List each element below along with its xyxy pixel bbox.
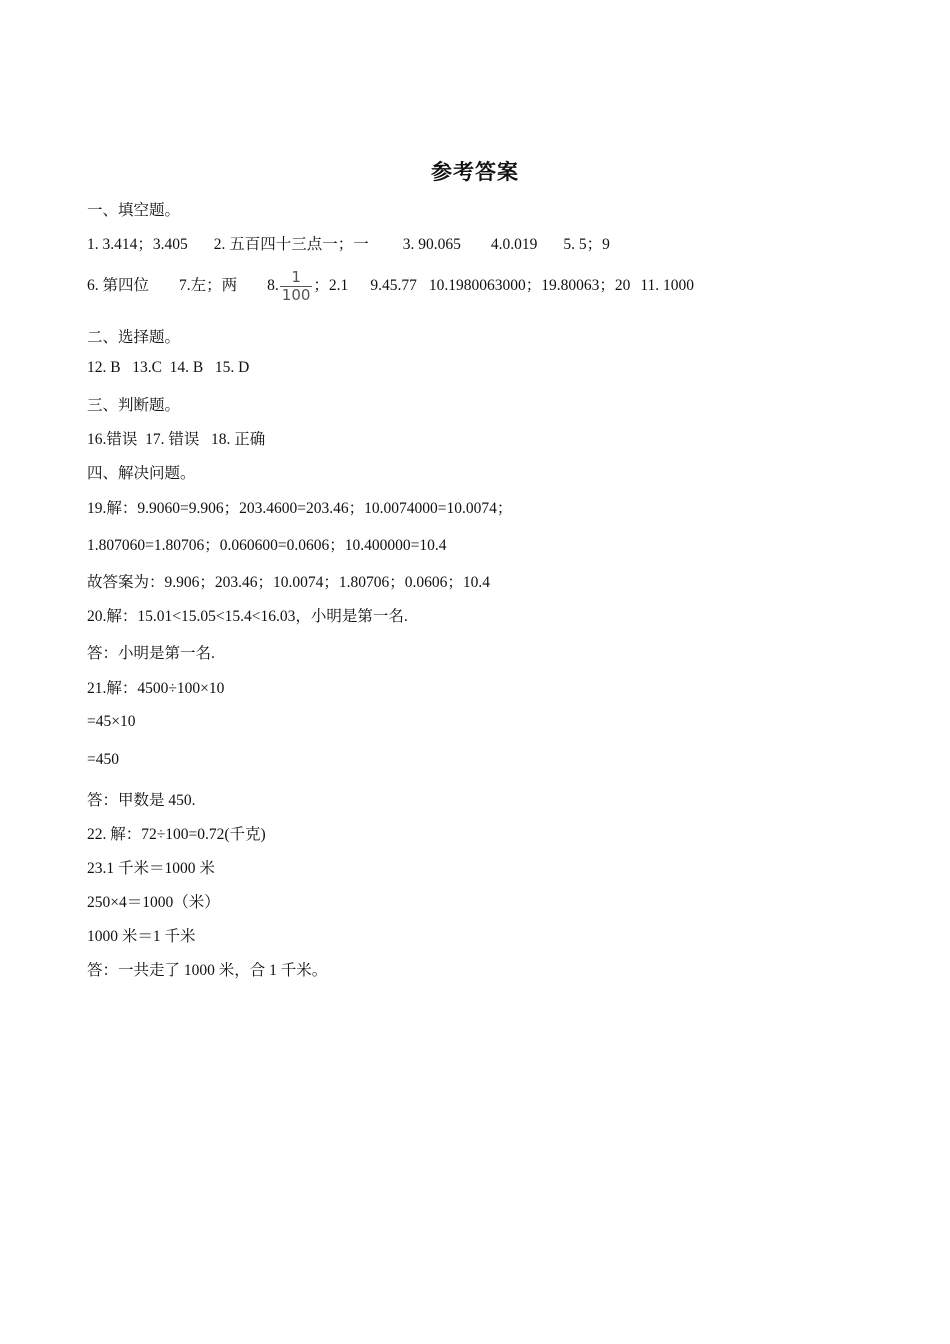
answer-q7: 7.左；两 xyxy=(179,277,238,294)
answer-q3: 3. 90.065 xyxy=(402,236,461,253)
fill-answers-row-2 xyxy=(87,260,694,312)
section-solve-heading: 四、解决问题。 xyxy=(87,465,196,482)
fill-answers-row-1 xyxy=(87,232,610,254)
answer-q10: 10.1980063000；19.80063；20 xyxy=(428,277,631,294)
section-fill-heading: 一、填空题。 xyxy=(87,202,181,219)
answer-q2: 2. 五百四十三点一；一 xyxy=(213,236,369,253)
solve-line: 23.1 千米＝1000 米 xyxy=(87,860,215,877)
solve-line: =45×10 xyxy=(87,713,136,730)
fraction-denominator: 100 xyxy=(281,285,311,304)
answer-q8 xyxy=(267,267,349,304)
answer-q4: 4.0.019 xyxy=(490,236,538,253)
solve-line: 答：小明是第一名. xyxy=(87,645,215,662)
fraction-one-hundredth xyxy=(280,269,313,304)
solve-line: 答：甲数是 450. xyxy=(87,792,196,809)
solve-line: 故答案为：9.906；203.46；10.0074；1.80706；0.0606；10.4 xyxy=(87,574,491,591)
answer-q1: 1. 3.414；3.405 xyxy=(87,236,188,253)
answer-q8-suffix: ；2.1 xyxy=(313,277,349,294)
solve-line: =450 xyxy=(87,751,119,768)
fraction-numerator: 1 xyxy=(291,267,301,286)
answer-q8-prefix: 8. xyxy=(267,277,279,294)
section-choice-heading: 二、选择题。 xyxy=(87,329,181,346)
choice-answers: 12. B 13.C 14. B 15. D xyxy=(87,359,250,376)
solve-line: 22. 解：72÷100=0.72(千克) xyxy=(87,826,266,843)
answer-q11: 11. 1000 xyxy=(640,277,695,294)
solve-line: 1000 米＝1 千米 xyxy=(87,928,196,945)
solve-line: 1.807060=1.80706；0.060600=0.0606；10.400000=10.4 xyxy=(87,537,447,554)
answer-q9: 9.45.77 xyxy=(370,277,417,294)
solve-line: 19.解：9.9060=9.906；203.4600=203.46；10.0074000=10.0074； xyxy=(87,500,513,517)
solve-line: 20.解：15.01<15.05<15.4<16.03，小明是第一名. xyxy=(87,608,408,625)
answer-q6: 6. 第四位 xyxy=(87,277,150,294)
solve-line: 250×4＝1000（米） xyxy=(87,894,220,911)
judge-answers: 16.错误 17. 错误 18. 正确 xyxy=(87,431,266,448)
answer-q5: 5. 5；9 xyxy=(563,236,610,253)
solve-line: 21.解：4500÷100×10 xyxy=(87,680,225,697)
solve-line: 答：一共走了 1000 米，合 1 千米。 xyxy=(87,962,328,979)
section-judge-heading: 三、判断题。 xyxy=(87,397,181,414)
page-title: 参考答案 xyxy=(431,160,519,184)
